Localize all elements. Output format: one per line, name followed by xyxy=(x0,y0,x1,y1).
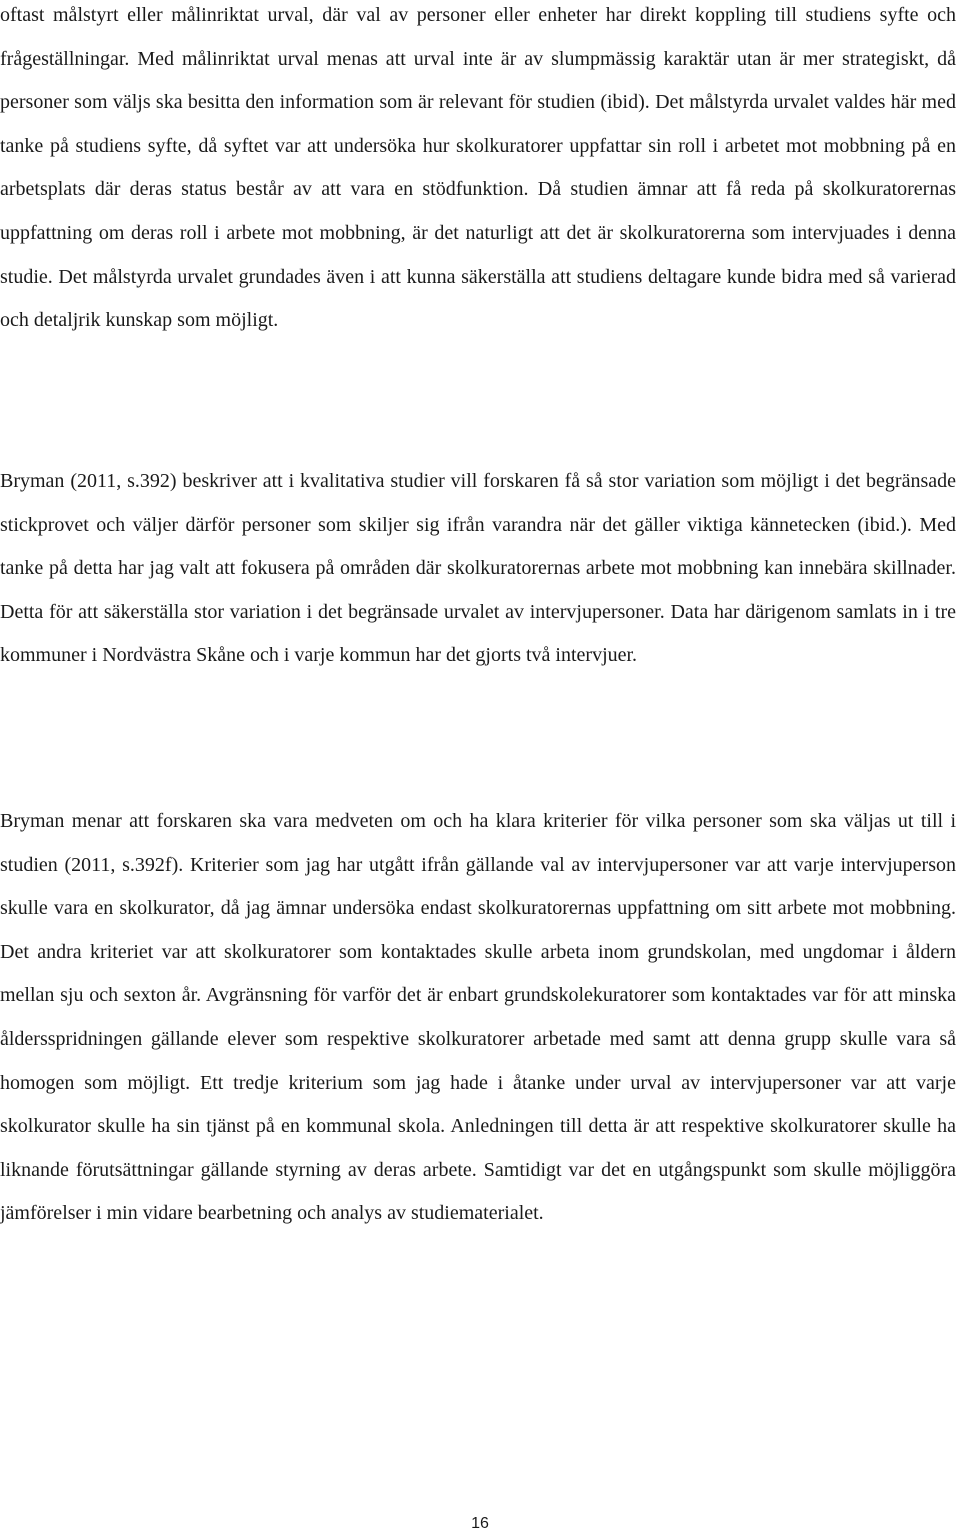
page-number: 16 xyxy=(471,1515,489,1532)
paragraph-1: oftast målstyrt eller målinriktat urval, där val av personer eller enheter har direkt koppling till studiens syfte och frågeställningar. Med målinriktat urval menas att urval inte är av slumpmässig karaktär utan är mer strategiskt, då personer som väljs ska besitta den information som är relevant för studien (ibid). Det målstyrda urvalet valdes här med tanke på studiens syfte, då syftet var att undersöka hur skolkuratorer uppfattar sin roll i arbetet mot mobbning på en arbetsplats där deras status består av att vara en stödfunktion. Då studien ämnar att få reda på skolkuratorernas uppfattning om deras roll i arbete mot mobbning, är det naturligt att det är skolkuratorerna som intervjuades i denna studie. Det målstyrda urvalet grundades även i att kunna säkerställa att studiens deltagare kunde bidra med så varierad och detaljrik kunskap som möjligt. xyxy=(0,4,956,332)
paragraph-3: Bryman menar att forskaren ska vara medveten om och ha klara kriterier för vilka personer som ska väljas ut till i studien (2011, s.392f). Kriterier som jag har utgått ifrån gällande val av intervjupersoner var att varje intervjuperson skulle vara en skolkurator, då jag ämnar undersöka endast skolkuratorernas uppfattning om sitt arbete mot mobbning. Det andra kriteriet var att skolkuratorer som kontaktades skulle arbeta inom grundskolan, med ungdomar i åldern mellan sju och sexton år. Avgränsning för varför det är enbart grundskolekuratorer som kontaktades var för att minska åldersspridningen gällande elever som respektive skolkuratorer arbetade med samt att denna grupp skulle vara så homogen som möjligt. Ett tredje kriterium som jag hade i åtanke under urval av intervjupersoner var att varje skolkurator skulle ha sin tjänst på en kommunal skola. Anledningen till detta är att respektive skolkuratorer skulle ha liknande förutsättningar gällande styrning av deras arbete. Samtidigt var det en utgångspunkt som skulle möjliggöra jämförelser i min vidare bearbetning och analys av studiematerialet. xyxy=(0,810,956,1225)
paragraph-2: Bryman (2011, s.392) beskriver att i kvalitativa studier vill forskaren få så stor variation som möjligt i det begränsade stickprovet och väljer därför personer som skiljer sig ifrån varandra när det gäller viktiga kännetecken (ibid.). Med tanke på detta har jag valt att fokusera på områden där skolkuratorernas arbete mot mobbning kan innebära skillnader. Detta för att säkerställa stor variation i det begränsade urvalet av intervjupersoner. Data har därigenom samlats in i tre kommuner i Nordvästra Skåne och i varje kommun har det gjorts två intervjuer. xyxy=(0,470,956,667)
